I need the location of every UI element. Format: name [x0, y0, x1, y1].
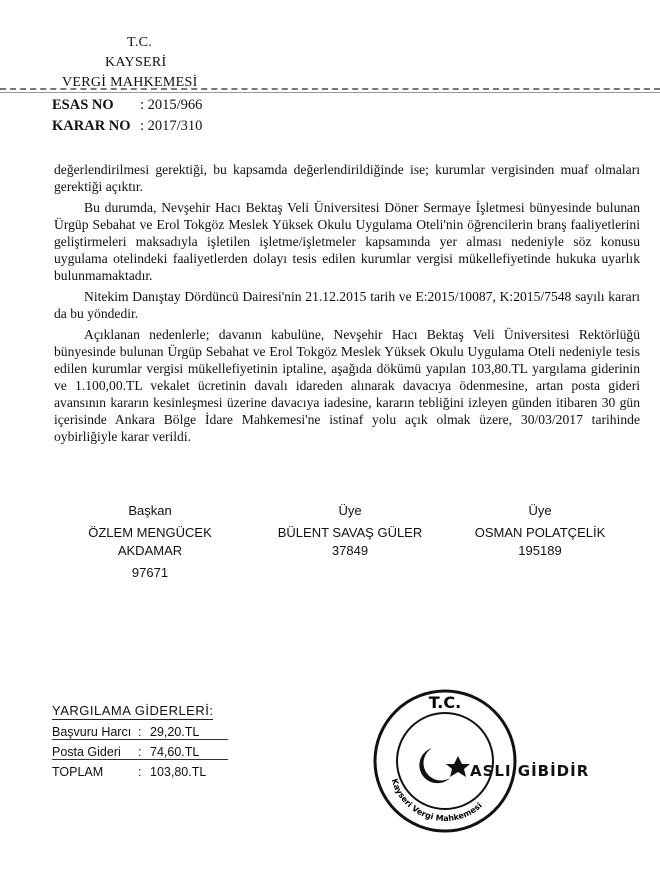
- signature-member-1: [250, 502, 450, 560]
- esas-label: ESAS NO: [52, 97, 114, 113]
- costs-sep: :: [138, 765, 142, 779]
- court-seal-stamp: [370, 686, 520, 836]
- signature-member-2: [440, 502, 640, 560]
- paragraph-4: Açıklanan nedenlerle; davanın kabulüne, Nevşehir Hacı Bektaş Veli Üniversitesi Rektörlüğü bünyesinde bulunan Ürgüp Sebahat ve Erol Tokgöz Meslek Yüksek Okulu Uygulama Oteli nedeniyle tesis edilen kurumlar vergisi mükellefiyetinin iptaline, aşağıda dökümü yapılan 103,80.TL yargılama giderinin ve 1.100,00.TL vekalet ücretinin davalı idareden alınarak davacıya ödenmesine, artan posta gideri avansının kararın kesinleşmesi üzerine davacıya iadesine, kararın tebliğini izleyen günden itibaren 30 gün içerisinde Ankara Bölge İdare Mahkemesi'ne istinaf yolu açık olmak üzere, 30/03/2017 tarihinde oybirliğiyle karar verildi.: [54, 327, 640, 444]
- header-city: KAYSERİ: [105, 55, 167, 70]
- signature-name: BÜLENT SAVAŞ GÜLER: [277, 525, 423, 540]
- svg-text:Kayseri Vergi Mahkemesi: Kayseri Vergi Mahkemesi: [389, 777, 484, 824]
- costs-table: [52, 703, 228, 779]
- signature-id: 195189: [518, 543, 562, 558]
- header-court: VERGİ MAHKEMESİ: [62, 75, 198, 90]
- signature-role: Üye: [528, 503, 552, 518]
- costs-title: YARGILAMA GİDERLERİ:: [52, 703, 214, 718]
- certified-copy-text: ASLI GİBİDİR: [470, 762, 590, 780]
- signature-id: 37849: [331, 543, 369, 558]
- svg-text:T.C.: T.C.: [428, 693, 462, 712]
- costs-sep: :: [138, 725, 142, 739]
- karar-value: : 2017/310: [140, 118, 203, 134]
- costs-label: Posta Gideri: [52, 745, 121, 759]
- header-rule: [0, 88, 660, 90]
- costs-label: Başvuru Harcı: [52, 725, 132, 739]
- signature-name: ÖZLEM MENGÜCEK: [88, 525, 212, 540]
- paragraph-3: Nitekim Danıştay Dördüncü Dairesi'nin 21.12.2015 tarih ve E:2015/10087, K:2015/7548 sayılı kararı da bu yöndedir.: [54, 289, 640, 321]
- costs-row: [52, 740, 228, 760]
- signature-president: [50, 502, 250, 582]
- paragraph-2: Bu durumda, Nevşehir Hacı Bektaş Veli Üniversitesi Döner Sermaye İşletmesi bünyesinde bulunan Ürgüp Sebahat ve Erol Tokgöz Meslek Yüksek Okulu Uygulama Oteli'nin öğrencilerin branş faaliyetlerini geliştirmeleri maksadıyla işletilen işletme/işletmeler kapsamında yer alması nedeniyle söz konusu uygulama otelindeki faaliyetlerden dolayı tesis edilen kurumlar vergisi mükellefiyetinde hukuka uyarlık bulunmamaktadır.: [54, 200, 640, 283]
- costs-label: TOPLAM: [52, 765, 104, 779]
- signature-role: Başkan: [128, 503, 172, 518]
- decision-body: [54, 161, 640, 449]
- costs-value: 29,20.TL: [150, 725, 200, 739]
- signature-role: Üye: [338, 503, 362, 518]
- esas-no: [52, 97, 202, 114]
- signature-name: OSMAN POLATÇELİK: [474, 525, 606, 540]
- costs-sep: :: [138, 745, 142, 759]
- karar-no: [52, 118, 202, 135]
- costs-value: 103,80.TL: [150, 765, 207, 779]
- costs-row-total: [52, 760, 228, 779]
- costs-row: [52, 720, 228, 740]
- paragraph-1: değerlendirilmesi gerektiği, bu kapsamda değerlendirildiğinde ise; kurumlar vergisinden muaf olmaları gerektiği açıktır.: [54, 162, 640, 194]
- header-tc: T.C.: [127, 35, 153, 50]
- header-rule-thin: [0, 92, 660, 93]
- signature-name-2: AKDAMAR: [117, 543, 183, 558]
- esas-value: : 2015/966: [140, 97, 203, 113]
- signature-id: 97671: [131, 565, 169, 580]
- costs-value: 74,60.TL: [150, 745, 200, 759]
- karar-label: KARAR NO: [52, 118, 131, 134]
